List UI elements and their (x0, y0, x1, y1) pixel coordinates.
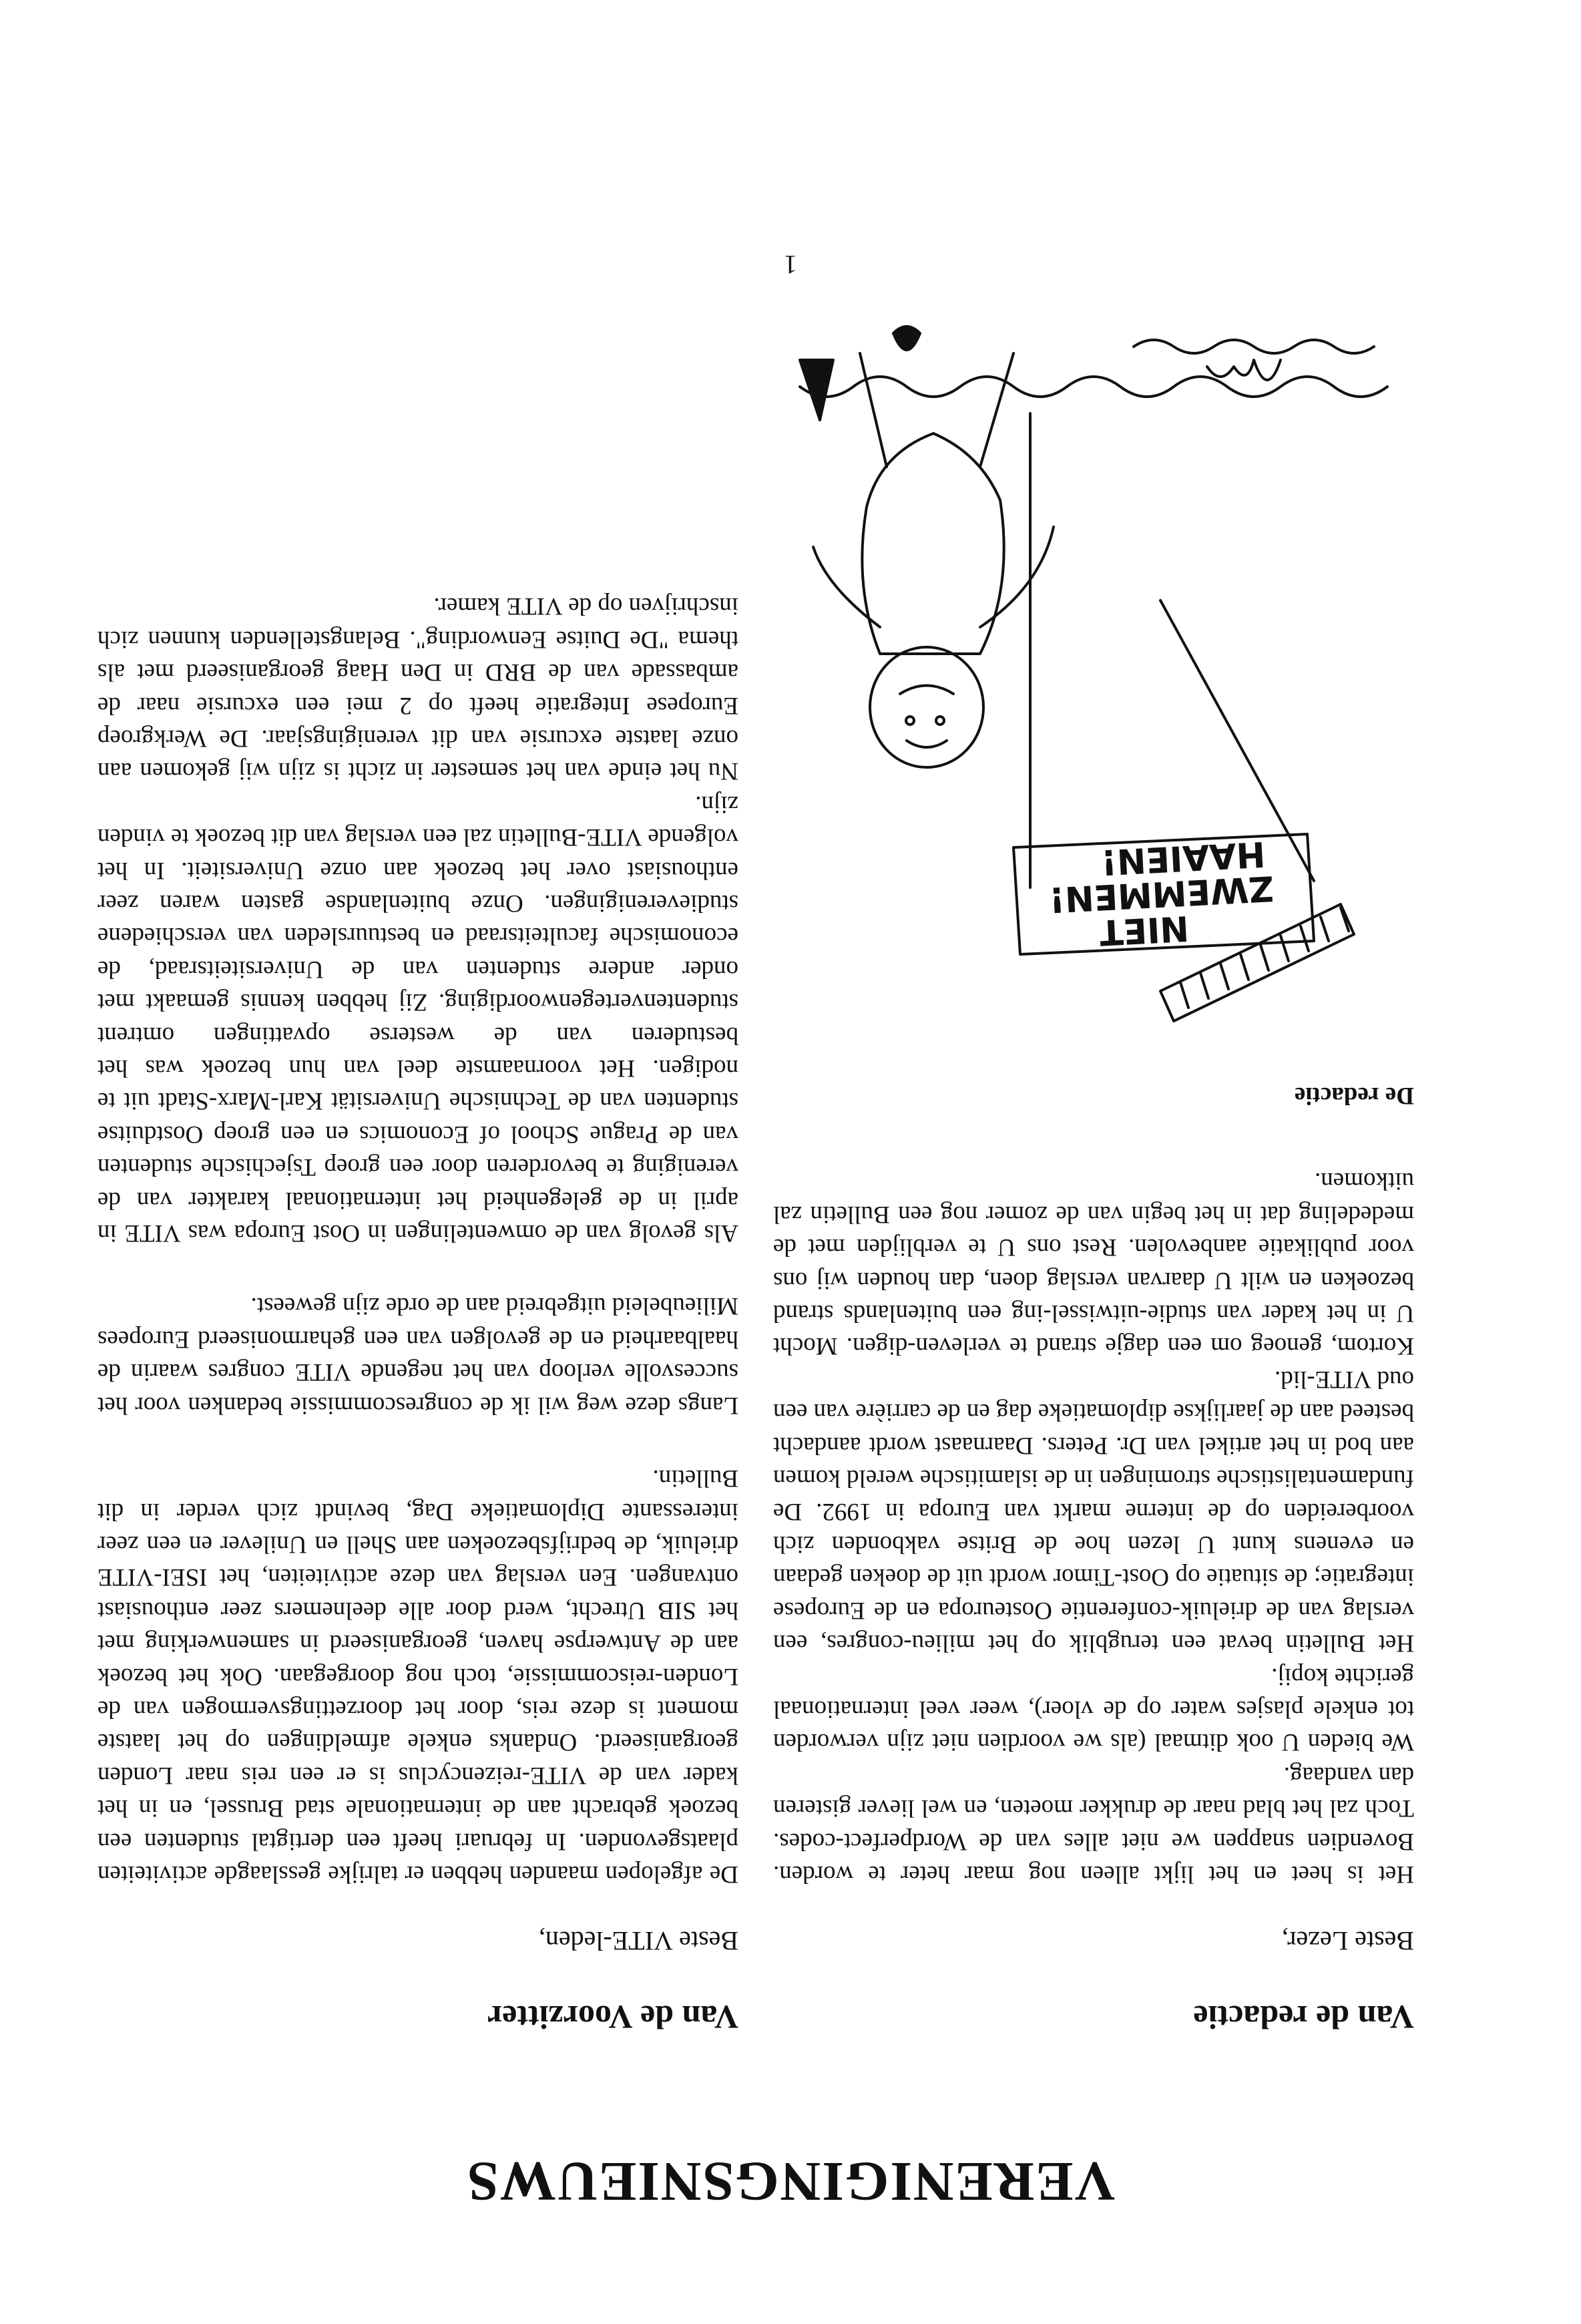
redactie-paragraph: Het Bulletin bevat een terugblik op het milieu-congres, een verslag van de drieluik-conferentie Oosteuropa en de Europese integratie; de situatie op Oost-Timor wordt uit de doeken gedaan en evenens kunt U lezen hoe de Britse vakbonden zich voorbereiden op de interne markt van Europa in 1992. De fundamentalistische stromingen in de islamitische wereld komen aan bod in het artikel van Dr. Peters. Daarnaast wordt aandacht besteed aan de jaarlijkse diplomatieke dag en de carrière van een oud VITE-lid. (773, 1365, 1414, 1658)
voorzitter-paragraph: Langs deze weg wil ik de congrescommissie bedanken voor het succesvolle verloop van het negende VITE congres waarin de haalbaarheid en de gevolgen van een geharmoniseerd Europees Milieubeleid uitgebreid aan de orde zijn geweest. (97, 1292, 738, 1419)
sign-text-line: ZWEMMEN! (1048, 867, 1275, 920)
redactie-heading: Van de redactie (1193, 1999, 1414, 2036)
redactie-signature: De redactie (1294, 1082, 1414, 1110)
sign-text-line: HAAIEN! (1100, 833, 1267, 882)
person-head (870, 647, 983, 767)
voorzitter-salutation: Beste VITE-leden, (538, 1926, 738, 1956)
voorzitter-heading: Van de Voorzitter (487, 1999, 738, 2036)
redactie-paragraph: We bieden U ook ditmaal (als we voordien niet zijn verworden tot enkele plasjes water op de vloer), weer veel internationaal gerichte kopij. (773, 1662, 1414, 1756)
voorzitter-paragraph: Nu het einde van het semester in zicht is zijn wij gekomen aan onze laatste excursie van dit verenigingsjaar. De Werkgroep Europese Integratie heeft op 2 mei een excursie naar de ambassade van de BRD in Den Haag georganiseerd met als thema "De Duitse Eenwording". Belangstellenden kunnen zich inschrijven op de VITE kamer. (97, 592, 738, 785)
person-legs (860, 353, 1013, 467)
redactie-salutation: Beste Lezer, (1281, 1926, 1414, 1956)
redactie-paragraph: Kortom, genoeg om een dagje strand te verleven-digen. Mocht U in het kader van studie-uitwissel-ing een buitenlands strand bezoeken en wilt U daarvan verslag doen, dan houden wij ons voor publikatie aanbevolen. Rest ons U te verblijden met de mededeling dat in het begin van de zomer nog een Bulletin zal uitkomen. (773, 1167, 1414, 1360)
person-body (862, 433, 1003, 654)
voorzitter-column (97, 590, 738, 2037)
beach-cartoon (773, 286, 1414, 1054)
waves (800, 377, 1387, 397)
artist-signature (1207, 360, 1281, 380)
redactie-paragraph: Het is heet en het lijkt alleen nog maar heter te worden. Bovendien snappen we niet alles van de Wordperfect-codes. Toch zal het blad naar de drukker moeten, en wel liever gisteren dan vandaag. (773, 1761, 1414, 1888)
cartoon-drawing (773, 286, 1414, 1054)
person-arm-left (980, 527, 1054, 627)
sign-text-line: NIET (1098, 907, 1190, 952)
voorzitter-paragraph: Als gevolg van de omwentelingen in Oost Europa was VITE in april in de gelegenheid het internationaal karakter van de vereniging te bevorderen door een groep Tsjechische studenten van de Prague School of Economics en een groep Oostduitse studenten van de Technische Universität Karl-Marx-Stadt uit te nodigen. Het voornaamste deel van hun bezoek was het bestuderen van de westerse opvattingen omtrent studentenvertegenwoordiging. Zij hebben kennis gemaakt met onder andere studenten van de Universiteitsraad, de economische faculteitsraad en bestuursleden van verschiedene studieverenigingen. Onze buitenlandse gasten waren zeer enthousiast over het bezoek aan onze Universiteit. In het volgende VITE-Bulletin zal een verslag van dit bezoek te vinden zijn. (97, 790, 738, 1247)
redactie-column (773, 286, 1414, 2037)
page-number: 1 (784, 250, 797, 280)
page-title: VERENIGINGSNIEUWS (465, 2150, 1116, 2212)
voorzitter-paragraph: De afgelopen maanden hebben er talrijke gesslaagde activiteiten plaatsgevonden. In februari heeft een dertigtal studenten een bezoek gebracht aan de internationale stad Brussel, en in het kader van de VITE-reizencyclus is er een reis naar Londen georganiseerd. Ondanks enkele afmeldingen op het laatste moment is deze reis, door het doorzettingsvermogen van de Londen-reiscommissie, toch nog doorgegaan. Ook het bezoek aan de Antwerpse haven, georganiseerd in samenwerking met het SIB Utrecht, werd door alle deelnemers zeer enthousiast ontvangen. Een verslag van deze activiteiten, het ISEI-VITE drieluik, de bedrijfsbezoeken aan Shell en Unilever en een zeer interessante Diplomatieke Dag, bevindt zich verder in dit Bulletin. (97, 1465, 738, 1888)
person-arm-right (813, 547, 880, 627)
rake-head (1160, 904, 1354, 1021)
